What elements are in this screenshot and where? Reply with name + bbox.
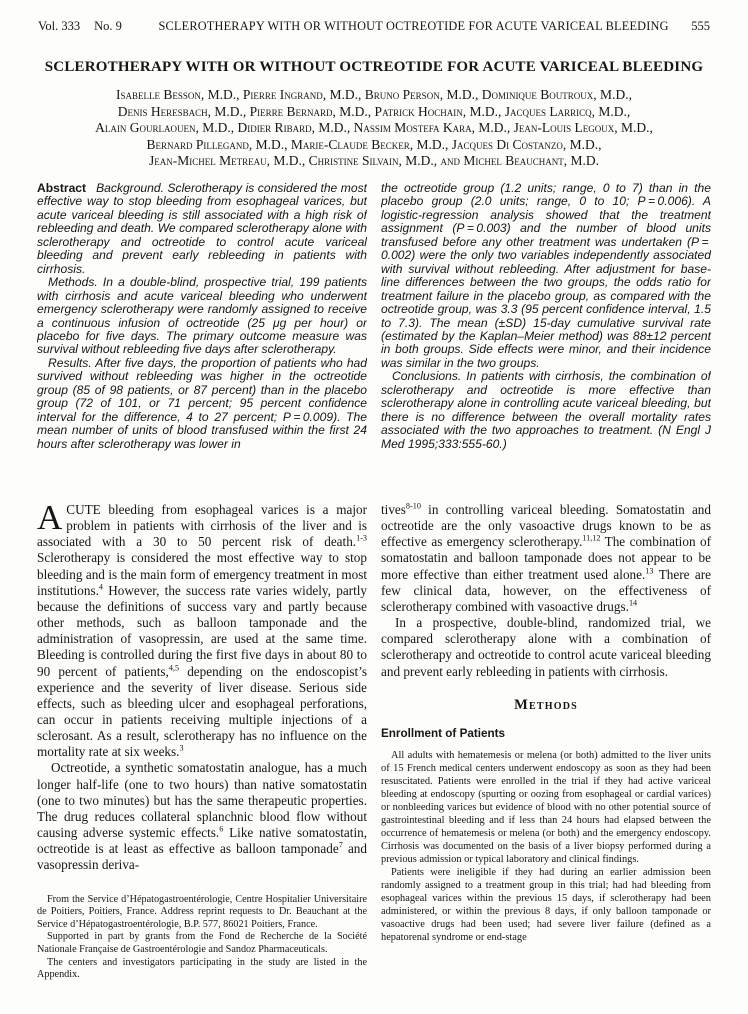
intro-paragraph (37, 497, 368, 761)
abstract-right-section (381, 182, 711, 502)
author-line: Jean-Michel Metreau, M.D., Christine Silvain, M.D., and Michel Beauchant, M.D. (148, 153, 599, 169)
article-title: SCLEROTHERAPY WITH OR WITHOUT OCTREOTIDE FOR ACUTE VARICEAL BLEEDING (44, 59, 704, 75)
running-title: SCLEROTHERAPY WITH OR WITHOUT OCTREOTIDE FOR ACUTE VARICEAL BLEEDING (158, 19, 669, 33)
octreotide-paragraph: Octreotide, a synthetic somatostatin analogue, has a much longer half-life (one to two hours) than native somatostatin (one to two minutes) but has the same therapeutic properties. The drug reduces collateral splanchnic blood flow without causing adverse systemic effects.$^6$ Like native somatostatin, octreotide is at least as effective as balloon tamponade$^7$ and vasopressin deriva- (37, 760, 367, 873)
methods-text-section (381, 749, 711, 945)
footnote-affiliation: From the Service d’Hépatogastroentérologie, Centre Hospitalier Universitaire de Poitiers, Poitiers, France. Address reprint requests to Dr. Beauchant at the Service d’Hépatogastroentérologie, B.P. 577, 86021 Poitiers, France. (37, 893, 367, 930)
introduction-left-section (37, 497, 368, 874)
volume-issue (38, 19, 136, 34)
author-line: Bernard Pillegand, M.D., Marie-Claude Becker, M.D., Jacques Di Costanzo, M.D., (146, 136, 602, 152)
author-line: Alain Gourlaouen, M.D., Didier Ribard, M.D., Nassim Mostefa Kara, M.D., Jean-Louis Legoux, M.D., (95, 120, 653, 136)
introduction-right-section (381, 502, 711, 680)
journal-header (0, 0, 748, 34)
abstract-background-paragraph: Abstract Background. Sclerotherapy is considered the most effective way to stop bleeding from esophageal varices, but acute variceal bleeding is still associated with a high risk of rebleeding and death. We compared sclerotherapy alone with sclerotherapy and octreotide to control acute variceal bleeding and prevent early rebleeding in patients with cirrhosis. (37, 181, 367, 276)
author-line: Denis Heresbach, M.D., Pierre Bernard, M.D., Patrick Hochain, M.D., Jacques Larricq, M.D., (117, 103, 631, 119)
abstract-methods-paragraph: Methods. In a double-blind, prospective trial, 199 patients with cirrhosis and acute variceal bleeding who underwent emergency sclerotherapy were randomly assigned to receive a continuous infusion of octreotide (25 μg per hour) or placebo for five days. The primary outcome measure was survival without rebleeding five days after sclerotherapy. (37, 275, 367, 357)
drop-cap: A (37, 497, 63, 537)
intro-paragraph-text: CUTE bleeding from esophageal varices is a major problem in patients with cirrhosis of the liver and is associated with a 30 to 50 percent risk of death.$^{1-3}$ Sclerotherapy is considered the most effective way to stop bleeding and is the main form of emergency treatment in most institutions.$^4$ However, the success rate varies widely, partly because the definitions of success vary and partly because other methods, such as balloon tamponade and the administration of vasopressin, are used at the same time. Bleeding is controlled during the first five days in about 80 to 90 percent of patients,$^{4,5}$ depending on the endoscopist’s experience and the severity of liver disease. Serious side effects, such as bleeding ulcer and esophageal perforations, can occur in patients receiving multiple injections of a sclerosant. As a result, sclerotherapy has no influence on the mortality rate at six weeks.$^3$ (37, 501, 368, 760)
ineligibility-paragraph: Patients were ineligible if they had during an earlier admission been randomly assigned to a treatment group in this trial; had had bleeding from esophageal varices within the previous 15 days, if sclerotherapy had been administered, or within the previous 8 days, if only balloon tamponade or vasoactive drugs had been used; had severe liver failure (defined as a hepatorenal syndrome or end-stage (381, 867, 711, 944)
author-line: Isabelle Besson, M.D., Pierre Ingrand, M.D., Bruno Person, M.D., Dominique Boutroux, M.D., (116, 87, 632, 102)
volume-label: Vol. 333 (38, 19, 81, 33)
authors-byline (0, 87, 748, 170)
two-column-layout (0, 182, 748, 982)
enrollment-paragraph: All adults with hematemesis or melena (or both) admitted to the liver units of 15 French medical centers underwent endoscopy as soon as they had been resuscitated. Patients were enrolled in the trial if they had active variceal bleeding at endoscopy (spurting or oozing from esophageal or cardial varices) or nonbleeding varices but evidence of blood with no other potential source of gastrointestinal bleeding and if less than 24 hours had elapsed between the occurrence of hematemesis or melena (or both) and the emergency endoscopy. Cirrhosis was documented on the basis of a liver biopsy performed during a previous admission or typical laboratory and clinical findings. (381, 749, 711, 866)
enrollment-subheading: Enrollment of Patients (381, 726, 506, 740)
left-column (37, 182, 367, 982)
methods-heading: Methods (514, 696, 578, 713)
abstract-results-paragraph: Results. After five days, the proportion of patients who had survived without rebleeding was higher in the octreotide group (85 of 98 patients, or 87 percent) than in the placebo group (72 of 101, or 71 percent; 95 percent confidence interval for the difference, 4 to 27 percent; P = 0.009). The mean number of units of blood transfused within the first 24 hours after sclerotherapy was lower in (37, 355, 367, 451)
footnote-appendix: The centers and investigators participating in the study are listed in the Appendix. (37, 956, 367, 981)
vasoactive-paragraph: tives$^{8-10}$ in controlling variceal bleeding. Somatostatin and octreotide are the only vasoactive drugs known to be as effective as emergency sclerotherapy.$^{11,12}$ The combination of somatostatin and balloon tamponade does not appear to be more effective than either treatment used alone.$^{13}$ There are few clinical data, however, on the effectiveness of sclerotherapy combined with vasoactive drugs.$^{14}$ (381, 501, 711, 614)
issue-label: No. 9 (94, 19, 122, 33)
abstract-results-continued-paragraph: the octreotide group (1.2 units; range, 0 to 7) than in the placebo group (2.0 units; range, 0 to 10; P = 0.006). A logistic-regression analysis showed that the treatment assignment (P = 0.003) and the number of blood units transfused before any other treatment was undertaken (P = 0.002) were the only two variables independently associated with survival without rebleeding. After adjustment for base-line differences between the two groups, the odds ratio for treatment failure in the placebo group, as compared with the octreotide group, was 3.3 (95 percent confidence interval, 1.5 to 7.3). The mean (±SD) 15-day cumulative survival rate (estimated by the Kaplan–Meier method) was 88±12 percent in both groups. Side effects were minor, and their incidence was similar in the two groups. (381, 181, 711, 370)
trial-paragraph: In a prospective, double-blind, randomized trial, we compared sclerotherapy alone with a combination of sclerotherapy and octreotide to control acute variceal bleeding and prevent early rebleeding in patients with cirrhosis. (381, 615, 711, 679)
footnote-section (37, 894, 367, 982)
right-column (381, 182, 711, 982)
abstract-left-section (37, 182, 367, 502)
abstract-conclusions-paragraph: Conclusions. In patients with cirrhosis, the combination of sclerotherapy and octreotide is more effective than sclerotherapy alone in controlling acute variceal bleeding, but there is no difference between the overall mortality rates associated with the two approaches to treatment. (N Engl J Med 1995;333:555-60.) (381, 369, 711, 451)
footnote-support: Supported in part by grants from the Fond de Recherche de la Société Nationale Française de Gastroentérologie and Sandoz Pharmaceuticals. (37, 931, 367, 955)
page-number: 555 (691, 19, 710, 33)
